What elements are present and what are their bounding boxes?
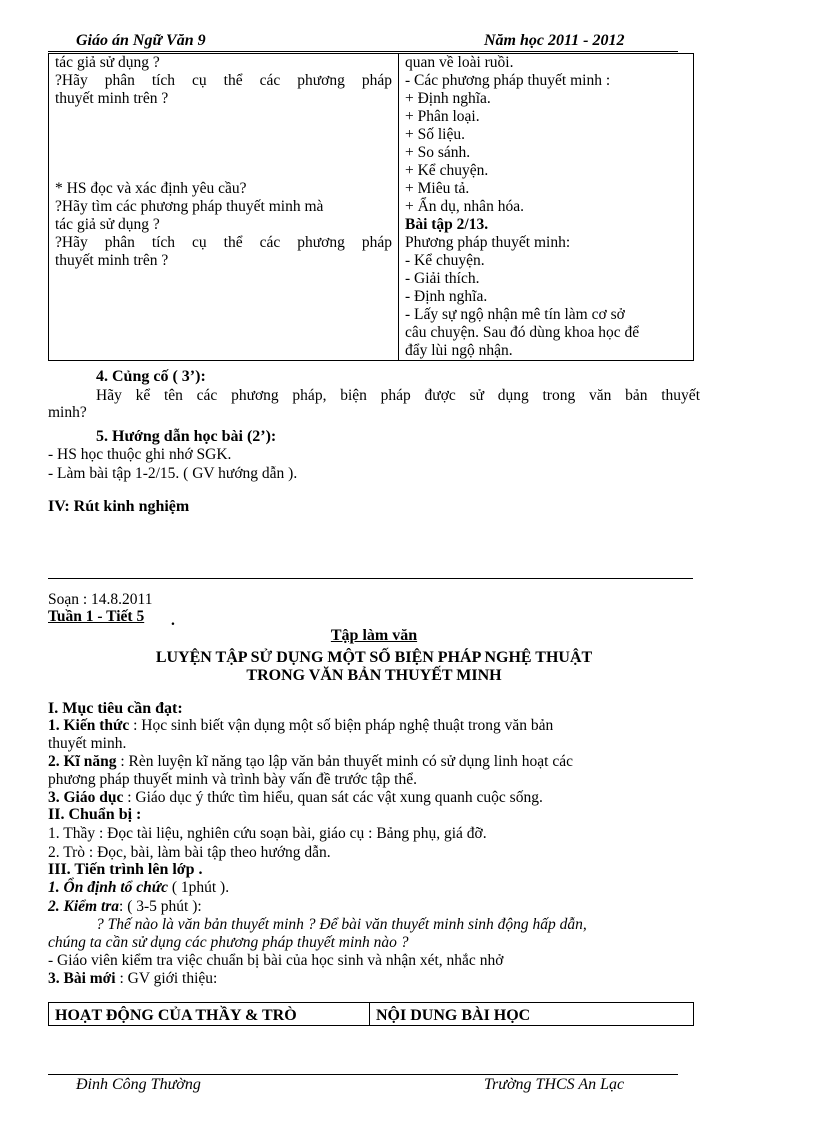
prepared-date: Soạn : 14.8.2011 (48, 591, 153, 608)
right-line: - Kể chuyện. (405, 252, 485, 269)
footer-author: Đinh Công Thường (76, 1076, 201, 1093)
right-line: + So sánh. (405, 144, 471, 161)
header-right: Năm học 2011 - 2012 (484, 32, 625, 49)
footer-school: Trường THCS An Lạc (484, 1076, 625, 1093)
week-period: Tuần 1 - Tiết 5 (48, 608, 145, 625)
exercise-heading: Bài tập 2/13. (405, 216, 489, 233)
check-line (48, 898, 202, 916)
objectives-heading: I. Mục tiêu cần đạt: (48, 700, 183, 717)
right-line: - Giải thích. (405, 270, 480, 287)
knowledge-label: 1. Kiến thức (48, 717, 130, 734)
new-lesson-line (48, 970, 217, 988)
new-lesson-label: 3. Bài mới (48, 970, 116, 987)
skill-text-cont: phương pháp thuyết minh và trình bày vấn đề trước tập thể. (48, 771, 417, 788)
right-line: - Lấy sự ngộ nhận mê tín làm cơ sở (405, 306, 625, 323)
week-period-dot: . (171, 612, 175, 629)
skill-text: : Rèn luyện kĩ năng tạo lập văn bản thuyết minh có sử dụng linh hoạt các (120, 753, 573, 770)
subject-title: Tập làm văn (330, 627, 418, 644)
header-divider (48, 51, 678, 52)
left-line-spacer (55, 126, 392, 144)
right-line: + Miêu tả. (405, 180, 470, 197)
review-heading: IV: Rút kinh nghiệm (48, 498, 190, 515)
activity-left-cell (49, 54, 399, 361)
new-lesson-text: : GV giới thiệu: (119, 970, 218, 987)
check-question-cont: chúng ta cần sử dụng các phương pháp thuyết minh nào ? (48, 934, 409, 951)
activity-right-cell (399, 54, 694, 361)
education-text: : Giáo dục ý thức tìm hiểu, quan sát các vật xung quanh cuộc sống. (127, 789, 543, 806)
education-label: 3. Giáo dục (48, 789, 124, 806)
consolidation-heading: 4. Củng cố ( 3’): (96, 368, 206, 385)
preparation-heading: II. Chuẩn bị : (48, 806, 142, 823)
organization-label: 1. Ổn định tổ chức (48, 879, 168, 896)
column-content: NỘI DUNG BÀI HỌC (370, 1003, 694, 1026)
knowledge-text: : Học sinh biết vận dụng một số biện pháp nghệ thuật trong văn bản (133, 717, 554, 734)
right-line: + Ẩn dụ, nhân hóa. (405, 198, 524, 215)
right-line: - Các phương pháp thuyết minh : (405, 72, 611, 89)
left-line: ?Hãy phân tích cụ thể các phương pháp (55, 234, 392, 251)
skill-line (48, 753, 700, 771)
right-line: + Kể chuyện. (405, 162, 489, 179)
left-line: ?Hãy tìm các phương pháp thuyết minh mà (55, 198, 324, 215)
organization-text: ( 1phút ). (167, 879, 230, 896)
right-line: Phương pháp thuyết minh: (405, 234, 571, 251)
preparation-student: 2. Trò : Đọc, bài, làm bài tập theo hướng dẫn. (48, 844, 331, 861)
right-line: - Định nghĩa. (405, 288, 488, 305)
procedure-heading: III. Tiến trình lên lớp . (48, 861, 203, 878)
column-activities: HOẠT ĐỘNG CỦA THẦY & TRÒ (49, 1003, 370, 1026)
right-line: + Định nghĩa. (405, 90, 491, 107)
check-label: 2. Kiểm tra (48, 898, 120, 915)
skill-label: 2. Kĩ năng (48, 753, 117, 770)
left-line-spacer (55, 162, 392, 180)
left-line: tác giả sử dụng ? (55, 54, 160, 71)
right-line: câu chuyện. Sau đó dùng khoa học để (405, 324, 640, 341)
consolidation-text: Hãy kể tên các phương pháp, biện pháp được sử dụng trong văn bản thuyết (96, 387, 700, 404)
homework-item: - HS học thuộc ghi nhớ SGK. (48, 446, 232, 463)
right-line: đẩy lùi ngộ nhận. (405, 342, 513, 359)
header-left: Giáo án Ngữ Văn 9 (76, 32, 206, 49)
right-line: + Số liệu. (405, 126, 465, 143)
organization-line (48, 879, 229, 897)
left-line: thuyết minh trên ? (55, 90, 169, 107)
section-divider (48, 578, 693, 579)
left-line: * HS đọc và xác định yêu cầu? (55, 180, 247, 197)
knowledge-line (48, 717, 700, 735)
activity-table (48, 53, 694, 361)
left-line: thuyết minh trên ? (55, 252, 169, 269)
right-line: + Phân loại. (405, 108, 480, 125)
consolidation-text-cont: minh? (48, 404, 87, 421)
lesson-title-line1: LUYỆN TẬP SỬ DỤNG MỘT SỐ BIỆN PHÁP NGHỆ THUẬT (155, 649, 593, 666)
lesson-title-line2: TRONG VĂN BẢN THUYẾT MINH (246, 667, 502, 684)
left-line: ?Hãy phân tích cụ thể các phương pháp (55, 72, 392, 89)
homework-item: - Làm bài tập 1-2/15. ( GV hướng dẫn ). (48, 465, 298, 482)
footer-divider (48, 1074, 678, 1075)
teacher-check: - Giáo viên kiểm tra việc chuẩn bị bài của học sinh và nhận xét, nhắc nhở (48, 952, 504, 969)
left-line: tác giả sử dụng ? (55, 216, 160, 233)
check-question: ? Thế nào là văn bản thuyết minh ? Để bài văn thuyết minh sinh động hấp dẫn, (96, 916, 587, 933)
lesson-table-header (48, 1002, 694, 1026)
homework-heading: 5. Hướng dẫn học bài (2’): (96, 428, 277, 445)
preparation-teacher: 1. Thầy : Đọc tài liệu, nghiên cứu soạn bài, giáo cụ : Bảng phụ, giá đỡ. (48, 825, 487, 842)
right-line: quan về loài ruồi. (405, 54, 514, 71)
education-line (48, 789, 543, 807)
check-text: : ( 3-5 phút ): (119, 898, 202, 915)
knowledge-text-cont: thuyết minh. (48, 735, 127, 752)
left-line-spacer (55, 108, 392, 126)
left-line-spacer (55, 144, 392, 162)
